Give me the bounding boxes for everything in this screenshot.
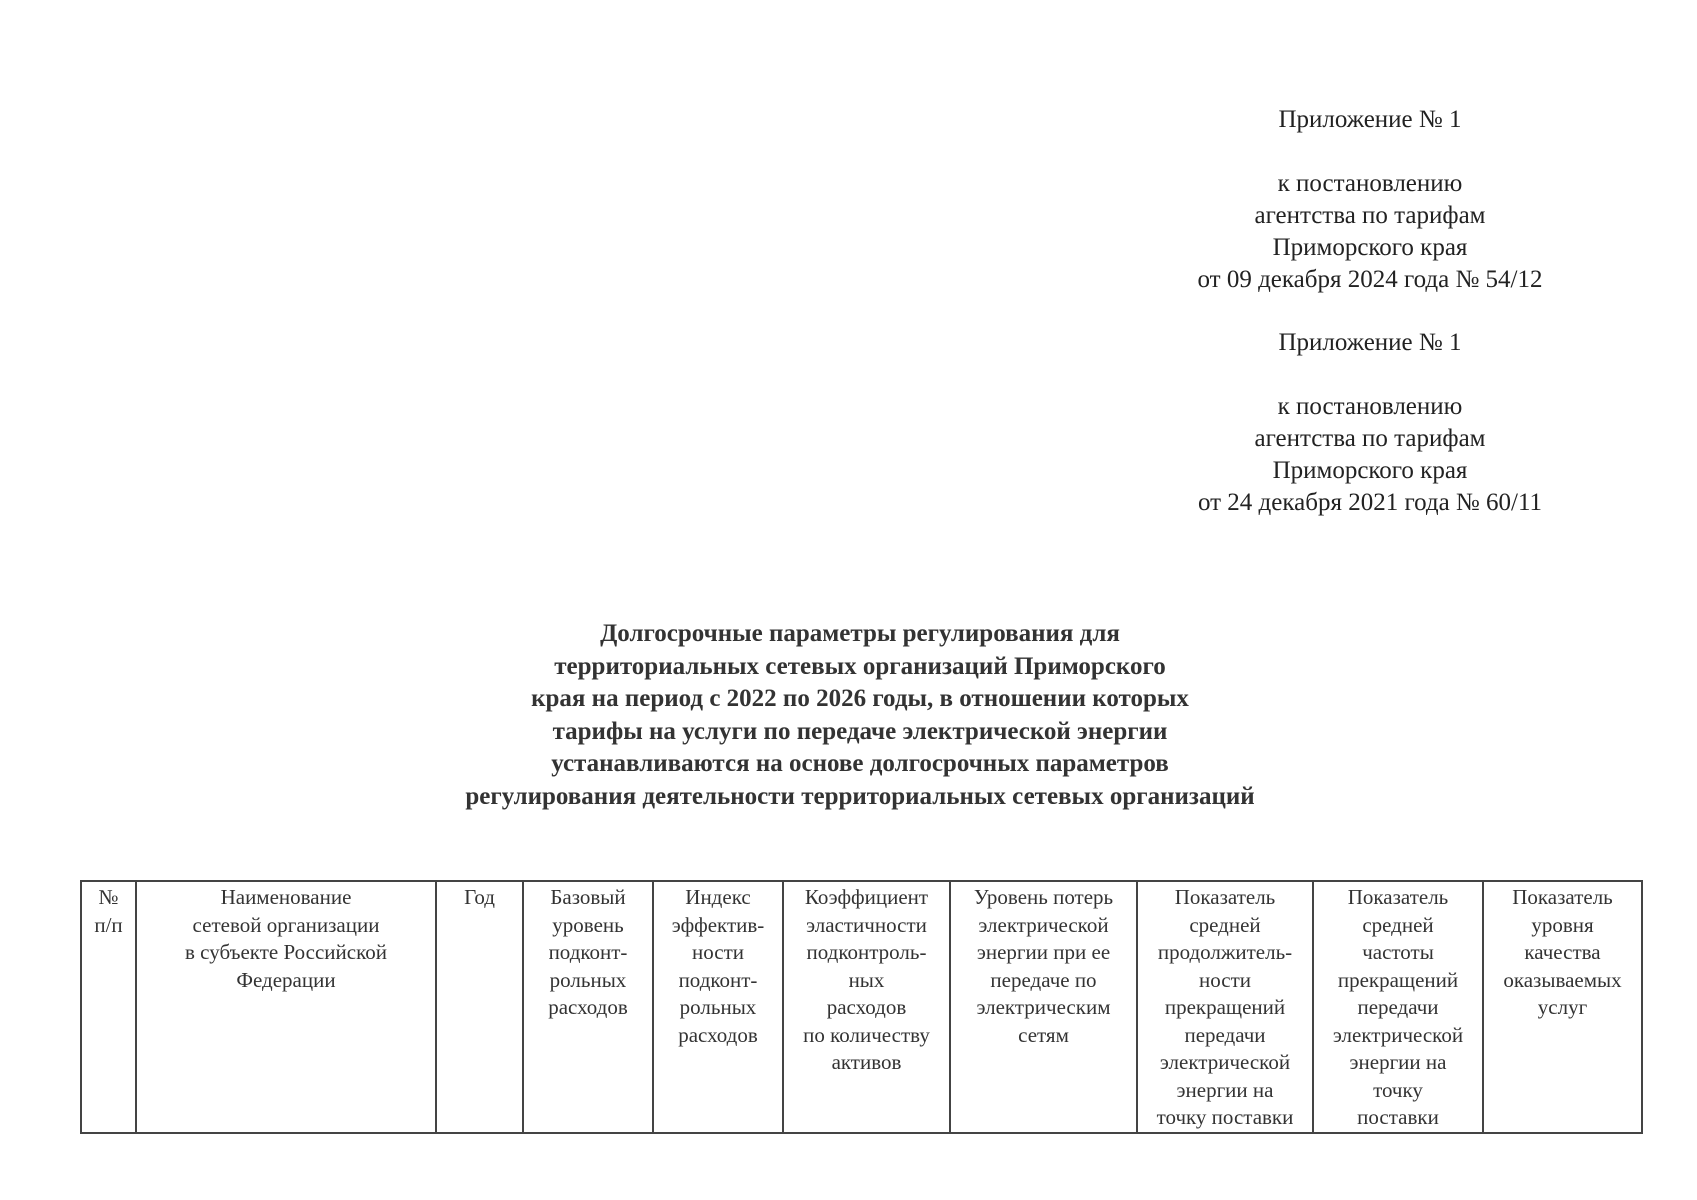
header-line: Приложение № 1 xyxy=(1278,329,1462,356)
header-line: агентства по тарифам xyxy=(1254,425,1486,452)
column-header-line: Показатель xyxy=(1347,885,1449,909)
title-line: устанавливаются на основе долгосрочных параметров xyxy=(551,750,1169,777)
column-header-interruption-duration xyxy=(1137,881,1313,1133)
title-line: края на период с 2022 по 2026 годы, в отношении которых xyxy=(531,685,1189,712)
column-header-line: в субъекте Российской xyxy=(185,940,387,964)
column-header-line: прекращений xyxy=(1337,967,1459,992)
column-header-line: сетевой организации xyxy=(192,912,380,937)
column-header-efficiency-index xyxy=(653,881,783,1133)
column-header-line: Базовый xyxy=(550,885,626,909)
header-spacer xyxy=(1100,359,1640,391)
column-header-elasticity-coefficient xyxy=(783,881,950,1133)
column-header-line: прекращений xyxy=(1164,995,1286,1019)
column-header-line: Индекс xyxy=(685,885,751,909)
table-header-row xyxy=(81,881,1642,1133)
column-header-line: электрической xyxy=(978,912,1109,937)
column-header-organization xyxy=(136,881,436,1133)
column-header-service-quality xyxy=(1483,881,1642,1133)
column-header-line: Коэффициент xyxy=(804,885,929,909)
column-header-line: Наименование xyxy=(220,885,352,909)
header-spacer xyxy=(1100,136,1640,168)
column-header-line: Уровень потерь xyxy=(973,885,1114,909)
column-header-line: Показатель xyxy=(1174,885,1276,909)
column-header-line: передаче по xyxy=(990,967,1097,992)
column-header-line: Год xyxy=(464,885,495,909)
column-header-line: рольных xyxy=(549,967,627,992)
column-header-line: электрической xyxy=(1332,1022,1464,1047)
column-header-line: рольных xyxy=(679,995,757,1019)
column-header-line: средней xyxy=(1189,912,1261,937)
header-line: к постановлению xyxy=(1277,170,1463,197)
column-header-line: частоты xyxy=(1362,940,1434,964)
column-header-line: Показатель xyxy=(1512,885,1613,909)
column-header-line: энергии при ее xyxy=(976,940,1111,964)
column-header-line: по количеству xyxy=(803,1022,930,1047)
header-line: агентства по тарифам xyxy=(1254,202,1486,229)
column-header-line: эффектив- xyxy=(671,912,765,937)
parameters-table xyxy=(80,880,1643,1134)
column-header-line: качества xyxy=(1524,940,1601,964)
appendix-header-original xyxy=(1100,327,1640,519)
column-header-line: ных xyxy=(848,967,885,992)
column-header-loss-level xyxy=(950,881,1137,1133)
column-header-line: продолжитель- xyxy=(1157,940,1293,964)
column-header-line: ности xyxy=(692,940,744,964)
column-header-line: точку xyxy=(1373,1077,1423,1102)
header-line: от 24 декабря 2021 года № 60/11 xyxy=(1197,489,1543,516)
column-header-line: средней xyxy=(1362,912,1434,937)
column-header-line: электрическим xyxy=(976,995,1111,1019)
header-line: Приложение № 1 xyxy=(1278,106,1462,133)
column-header-line: оказываемых xyxy=(1503,967,1622,992)
column-header-line: услуг xyxy=(1537,995,1588,1019)
column-header-line: активов xyxy=(831,1050,902,1074)
column-header-line: эластичности xyxy=(806,912,927,937)
column-header-line: точку поставки xyxy=(1156,1105,1294,1129)
header-line: от 09 декабря 2024 года № 54/12 xyxy=(1197,266,1543,293)
column-header-line: расходов xyxy=(826,995,907,1019)
column-header-number xyxy=(81,881,136,1133)
column-header-interruption-frequency xyxy=(1313,881,1483,1133)
title-line: тарифы на услуги по передаче электрической энергии xyxy=(552,717,1168,745)
title-line: регулирования деятельности территориальных сетевых организаций xyxy=(465,782,1255,810)
column-header-line: № xyxy=(98,885,119,909)
column-header-line: Федерации xyxy=(236,967,336,992)
title-line: территориальных сетевых организаций Приморского xyxy=(554,652,1166,680)
appendix-header-current xyxy=(1100,104,1640,296)
header-line: Приморского края xyxy=(1272,457,1468,484)
column-header-line: уровня xyxy=(1531,912,1594,937)
column-header-line: подконт- xyxy=(678,967,758,992)
column-header-line: расходов xyxy=(548,995,628,1019)
column-header-line: п/п xyxy=(94,912,123,937)
column-header-line: передачи xyxy=(1357,995,1439,1019)
column-header-line: энергии на xyxy=(1176,1077,1274,1102)
column-header-line: ности xyxy=(1199,967,1251,992)
header-line: к постановлению xyxy=(1277,393,1463,420)
column-header-line: электрической xyxy=(1159,1050,1291,1074)
column-header-line: энергии на xyxy=(1349,1050,1447,1074)
title-line: Долгосрочные параметры регулирования для xyxy=(600,620,1120,647)
document-title xyxy=(380,618,1340,813)
header-line: Приморского края xyxy=(1272,234,1468,261)
column-header-line: подконт- xyxy=(548,940,628,964)
column-header-line: сетям xyxy=(1018,1022,1069,1047)
column-header-line: передачи xyxy=(1184,1022,1266,1047)
column-header-year xyxy=(436,881,523,1133)
column-header-line: подконтроль- xyxy=(806,940,927,964)
column-header-line: уровень xyxy=(552,912,624,937)
column-header-line: поставки xyxy=(1357,1105,1439,1129)
column-header-line: расходов xyxy=(678,1022,758,1047)
column-header-base-level xyxy=(523,881,653,1133)
